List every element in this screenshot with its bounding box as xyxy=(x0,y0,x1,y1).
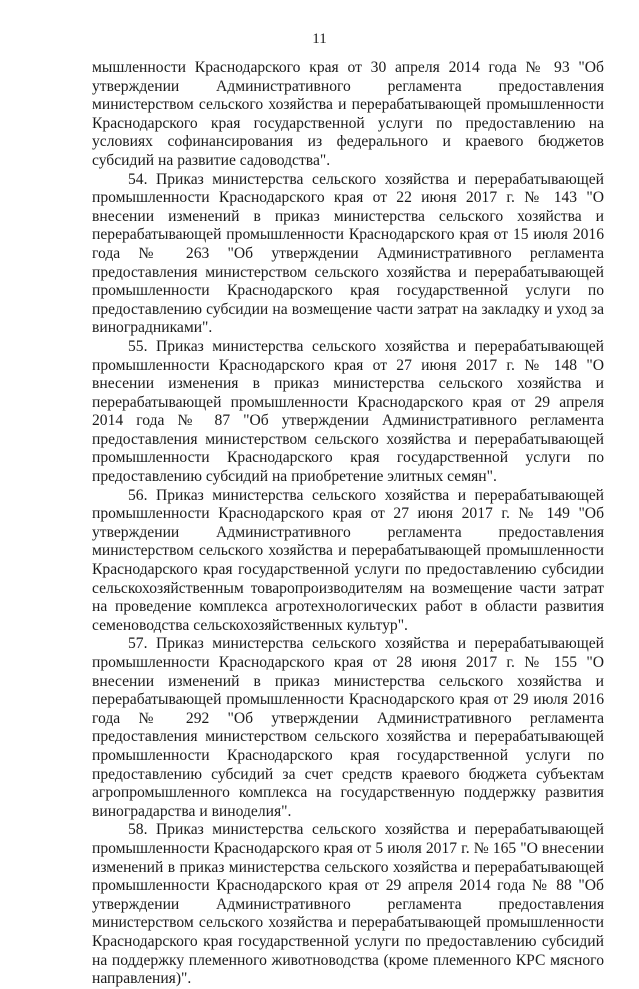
paragraph-item-56: 56. Приказ министерства сельского хозяйства и перерабатывающей промышленности Краснодарского края от 27 июня 2017 г. № 149 "Об утверждении Административного регламента предоставления министерством сельского хозяйства и перерабатывающей промышленности Краснодарского края государственной услуги по предоставлению субсидии сельскохозяйственным товаропроизводителям на возмещение части затрат на проведение комплекса агротехнологических работ в области развития семеноводства сельскохозяйственных культур". xyxy=(92,486,604,634)
paragraph-item-57: 57. Приказ министерства сельского хозяйства и перерабатывающей промышленности Краснодарского края от 28 июня 2017 г. № 155 "О внесении изменений в приказ министерства сельского хозяйства и перерабатывающей промышленности Краснодарского края от 29 июля 2016 года № 292 "Об утверждении Административного регламента предоставления министерством сельского хозяйства и перерабатывающей промышленности Краснодарского края государственной услуги по предоставлению субсидий за счет средств краевого бюджета субъектам агропромышленного комплекса на государственную поддержку развития виноградарства и виноделия". xyxy=(92,635,604,820)
page-number: 11 xyxy=(312,31,327,47)
paragraph-item-54: 54. Приказ министерства сельского хозяйства и перерабатывающей промышленности Краснодарского края от 22 июня 2017 г. № 143 "О внесении изменений в приказ министерства сельского хозяйства и перерабатывающей промышленности Краснодарского края от 15 июля 2016 года № 263 "Об утверждении Административного регламента предоставления министерством сельского хозяйства и перерабатывающей промышленности Краснодарского края государственной услуги по предоставлению субсидии на возмещение части затрат на закладку и уход за виноградниками". xyxy=(92,170,604,337)
paragraph-item-55: 55. Приказ министерства сельского хозяйства и перерабатывающей промышленности Краснодарского края от 27 июня 2017 г. № 148 "О внесении изменения в приказ министерства сельского хозяйства и перерабатывающей промышленности Краснодарского края от 29 апреля 2014 года № 87 "Об утверждении Административного регламента предоставления министерством сельского хозяйства и перерабатывающей промышленности Краснодарского края государственной услуги по предоставлению субсидий на приобретение элитных семян". xyxy=(92,337,604,486)
document-body xyxy=(92,59,604,989)
paragraph-continuation: мышленности Краснодарского края от 30 апреля 2014 года № 93 "Об утверждении Административного регламента предоставления министерством сельского хозяйства и перерабатывающей промышленности Краснодарского края государственной услуги по предоставлению на условиях софинансирования из федерального и краевого бюджетов субсидий на развитие садоводства". xyxy=(92,59,604,169)
paragraph-item-58: 58. Приказ министерства сельского хозяйства и перерабатывающей промышленности Краснодарского края от 5 июля 2017 г. № 165 "О внесении изменений в приказ министерства сельского хозяйства и перерабатывающей промышленности Краснодарского края от 29 апреля 2014 года № 88 "Об утверждении Административного регламента предоставления министерством сельского хозяйства и перерабатывающей промышленности Краснодарского края государственной услуги по предоставлению субсидий на поддержку племенного животноводства (кроме племенного КРС мясного направления)". xyxy=(92,821,604,988)
